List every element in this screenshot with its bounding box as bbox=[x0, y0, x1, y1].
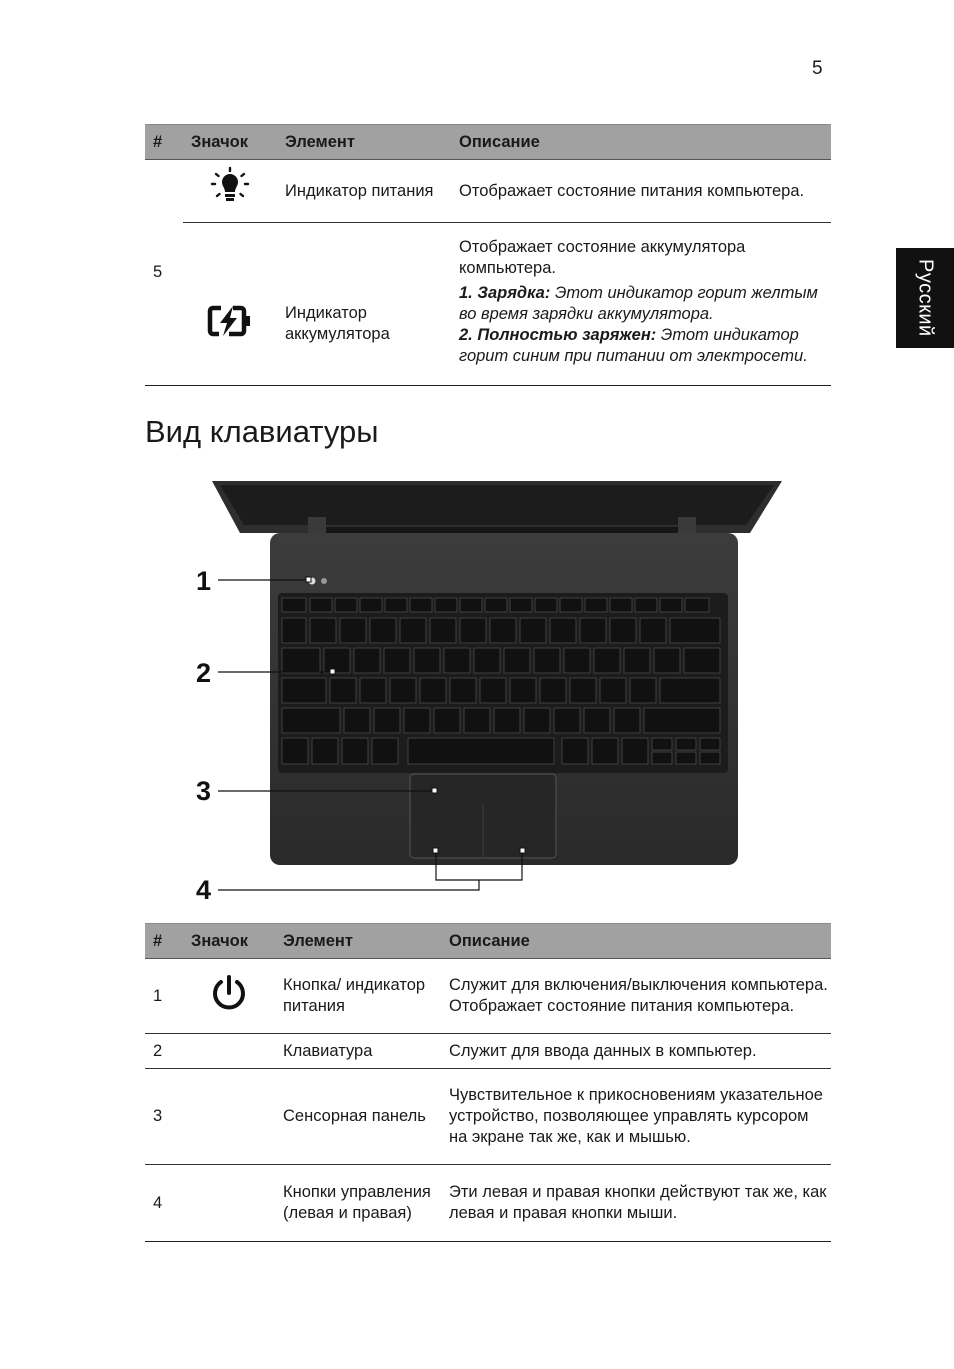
description-cell: Служит для включения/выключения компьютера. Отображает состояние питания компьютера. bbox=[441, 959, 831, 1034]
battery-charge-icon bbox=[183, 223, 277, 386]
charge-state-list bbox=[459, 283, 831, 367]
header-element: Элемент bbox=[277, 125, 451, 160]
language-tab bbox=[896, 248, 954, 348]
description-cell bbox=[451, 223, 831, 386]
description-cell: Эти левая и правая кнопки действуют так же, как левая и правая кнопки мыши. bbox=[441, 1165, 831, 1242]
header-num: # bbox=[145, 125, 183, 160]
icon-cell bbox=[183, 1165, 275, 1242]
description-cell: Отображает состояние питания компьютера. bbox=[451, 160, 831, 223]
element-cell: Индикатор аккумулятора bbox=[277, 223, 451, 386]
row-number: 5 bbox=[145, 160, 183, 386]
page-number: 5 bbox=[812, 58, 823, 79]
table-row bbox=[145, 1165, 831, 1242]
row-number: 1 bbox=[145, 959, 183, 1034]
power-light-icon bbox=[183, 160, 277, 223]
keyboard-keys bbox=[282, 598, 720, 764]
state-text: Этот индикатор горит синим при питании от электросети. bbox=[459, 326, 808, 365]
table-header bbox=[145, 125, 831, 160]
table-header bbox=[145, 924, 831, 959]
table-row bbox=[145, 160, 831, 223]
element-cell: Сенсорная панель bbox=[275, 1069, 441, 1165]
table-row bbox=[145, 1034, 831, 1069]
state-text: Этот индикатор горит желтым во время зарядки аккумулятора. bbox=[459, 284, 818, 323]
row-number: 3 bbox=[145, 1069, 183, 1165]
element-cell: Индикатор питания bbox=[277, 160, 451, 223]
indicator-table bbox=[145, 124, 831, 386]
element-cell: Кнопки управления (левая и правая) bbox=[275, 1165, 441, 1242]
description-cell: Служит для ввода данных в компьютер. bbox=[441, 1034, 831, 1069]
keyboard-view-table bbox=[145, 923, 831, 1242]
state-label: 1. Зарядка: bbox=[459, 284, 551, 302]
description-cell: Чувствительное к прикосновениям указательное устройство, позволяющее управлять курсором на экране так же, как и мышью. bbox=[441, 1069, 831, 1165]
language-tab-label: Русский bbox=[914, 259, 937, 337]
callout-1: 1 bbox=[196, 566, 212, 596]
header-icon: Значок bbox=[183, 125, 277, 160]
row-number: 2 bbox=[145, 1034, 183, 1069]
header-num: # bbox=[145, 924, 183, 959]
icon-cell bbox=[183, 1034, 275, 1069]
header-element: Элемент bbox=[275, 924, 441, 959]
callout-2: 2 bbox=[196, 658, 212, 688]
icon-cell bbox=[183, 1069, 275, 1165]
description-text: Отображает состояние аккумулятора компьютера. bbox=[459, 238, 746, 277]
element-cell: Кнопка/ индикатор питания bbox=[275, 959, 441, 1034]
table-row bbox=[145, 959, 831, 1034]
header-description: Описание bbox=[441, 924, 831, 959]
header-description: Описание bbox=[451, 125, 831, 160]
header-icon: Значок bbox=[183, 924, 275, 959]
element-cell: Клавиатура bbox=[275, 1034, 441, 1069]
row-number: 4 bbox=[145, 1165, 183, 1242]
callout-4: 4 bbox=[196, 875, 212, 905]
state-label: 2. Полностью заряжен: bbox=[459, 326, 657, 344]
table-row bbox=[145, 223, 831, 386]
power-button-icon bbox=[183, 959, 275, 1034]
section-title: Вид клавиатуры bbox=[145, 414, 379, 449]
callout-3: 3 bbox=[196, 776, 212, 806]
table-row bbox=[145, 1069, 831, 1165]
keyboard-figure bbox=[190, 475, 790, 905]
